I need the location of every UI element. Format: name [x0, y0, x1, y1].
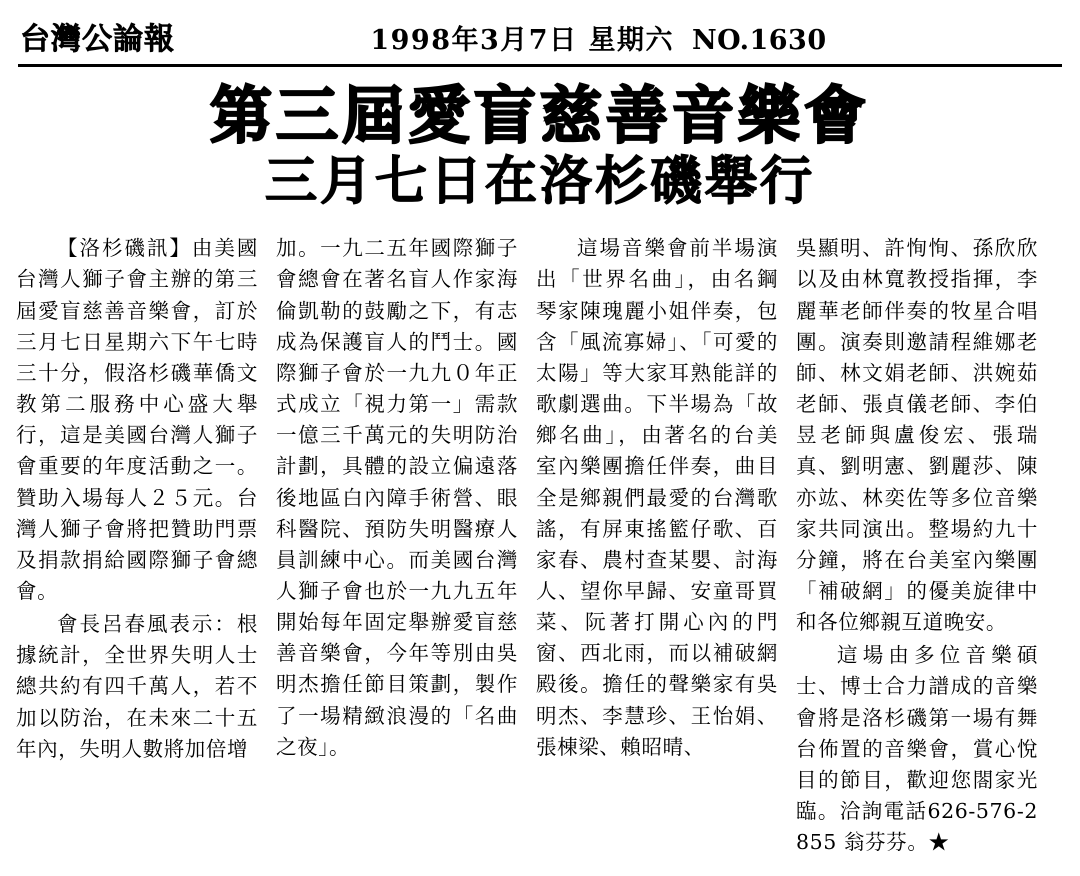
headline-sub: 三月七日在洛杉磯舉行 [264, 152, 815, 213]
masthead-meta [175, 18, 1062, 57]
headline-main: 第三屆愛盲慈善音樂會 [209, 79, 870, 152]
paragraph: 會長呂春風表示：根據統計，全世界失明人士總共約有四千萬人，若不加以防治，在未來二十五年內，失明人數將加倍增 [16, 612, 258, 761]
paper-name: 台灣公論報 [20, 22, 175, 57]
headline-block [16, 79, 1064, 213]
article-column-4 [796, 233, 1038, 858]
article-column-2 [276, 233, 518, 763]
article-column-1 [16, 233, 258, 765]
issue-number: NO.1630 [691, 25, 827, 56]
paragraph: 【洛杉磯訊】由美國台灣人獅子會主辦的第三屆愛盲慈善音樂會，訂於三月七日星期六下午七時三十分，假洛杉磯華僑文教第二服務中心盛大舉行，這是美國台灣人獅子會重要的年度活動之一。贊助入場每人２５元。台灣人獅子會將把贊助門票及捐款捐給國際獅子會總會。 [16, 236, 258, 603]
article-columns [16, 233, 1064, 858]
paragraph: 加。一九二五年國際獅子會總會在著名盲人作家海倫凱勒的鼓勵之下，有志成為保護盲人的鬥士。國際獅子會於一九九０年正式成立「視力第一」需款一億三千萬元的失明防治計劃，具體的設立偏遠落後地區白內障手術營、眼科醫院、預防失明醫療人員訓練中心。而美國台灣人獅子會也於一九九五年開始每年固定舉辦愛盲慈善音樂會，今年等別由吳明杰擔任節目策劃，製作了一場精緻浪漫的「名曲之夜」。 [276, 236, 518, 759]
masthead [18, 10, 1062, 67]
paragraph: 這場由多位音樂碩士、博士合力譜成的音樂會將是洛杉磯第一場有舞台佈置的音樂會，賞心悅目的節目，歡迎您閤家光臨。洽詢電話626-576-2855 翁芬芬。★ [796, 643, 1038, 855]
paragraph: 吳顯明、許恂恂、孫欣欣以及由林寬教授指揮，李麗華老師伴奏的牧星合唱團。演奏則邀請程維娜老師、林文娟老師、洪婉茹老師、張貞儀老師、李伯昱老師與盧俊宏、張瑞真、劉明憲、劉麗莎、陳亦竑、林奕佐等多位音樂家共同演出。整場約九十分鐘，將在台美室內樂團「補破網」的優美旋律中和各位鄉親互道晚安。 [796, 236, 1038, 635]
publication-date: 1998年3月7日 星期六 [370, 25, 674, 56]
article-column-3 [536, 233, 778, 763]
paragraph: 這場音樂會前半場演出「世界名曲」，由名鋼琴家陳瑰麗小姐伴奏，包含「風流寡婦」、「可愛的太陽」等大家耳熟能詳的歌劇選曲。下半場為「故鄉名曲」，由著名的台美室內樂團擔任伴奏，曲目全是鄉親們最愛的台灣歌謠，有屏東搖籃仔歌、百家春、農村查某嬰、討海人、望你早歸、安童哥買菜、阮著打開心內的門窗、西北雨，而以補破網殿後。擔任的聲樂家有吳明杰、李慧珍、王怡娟、張棟梁、賴昭晴、 [536, 236, 778, 759]
